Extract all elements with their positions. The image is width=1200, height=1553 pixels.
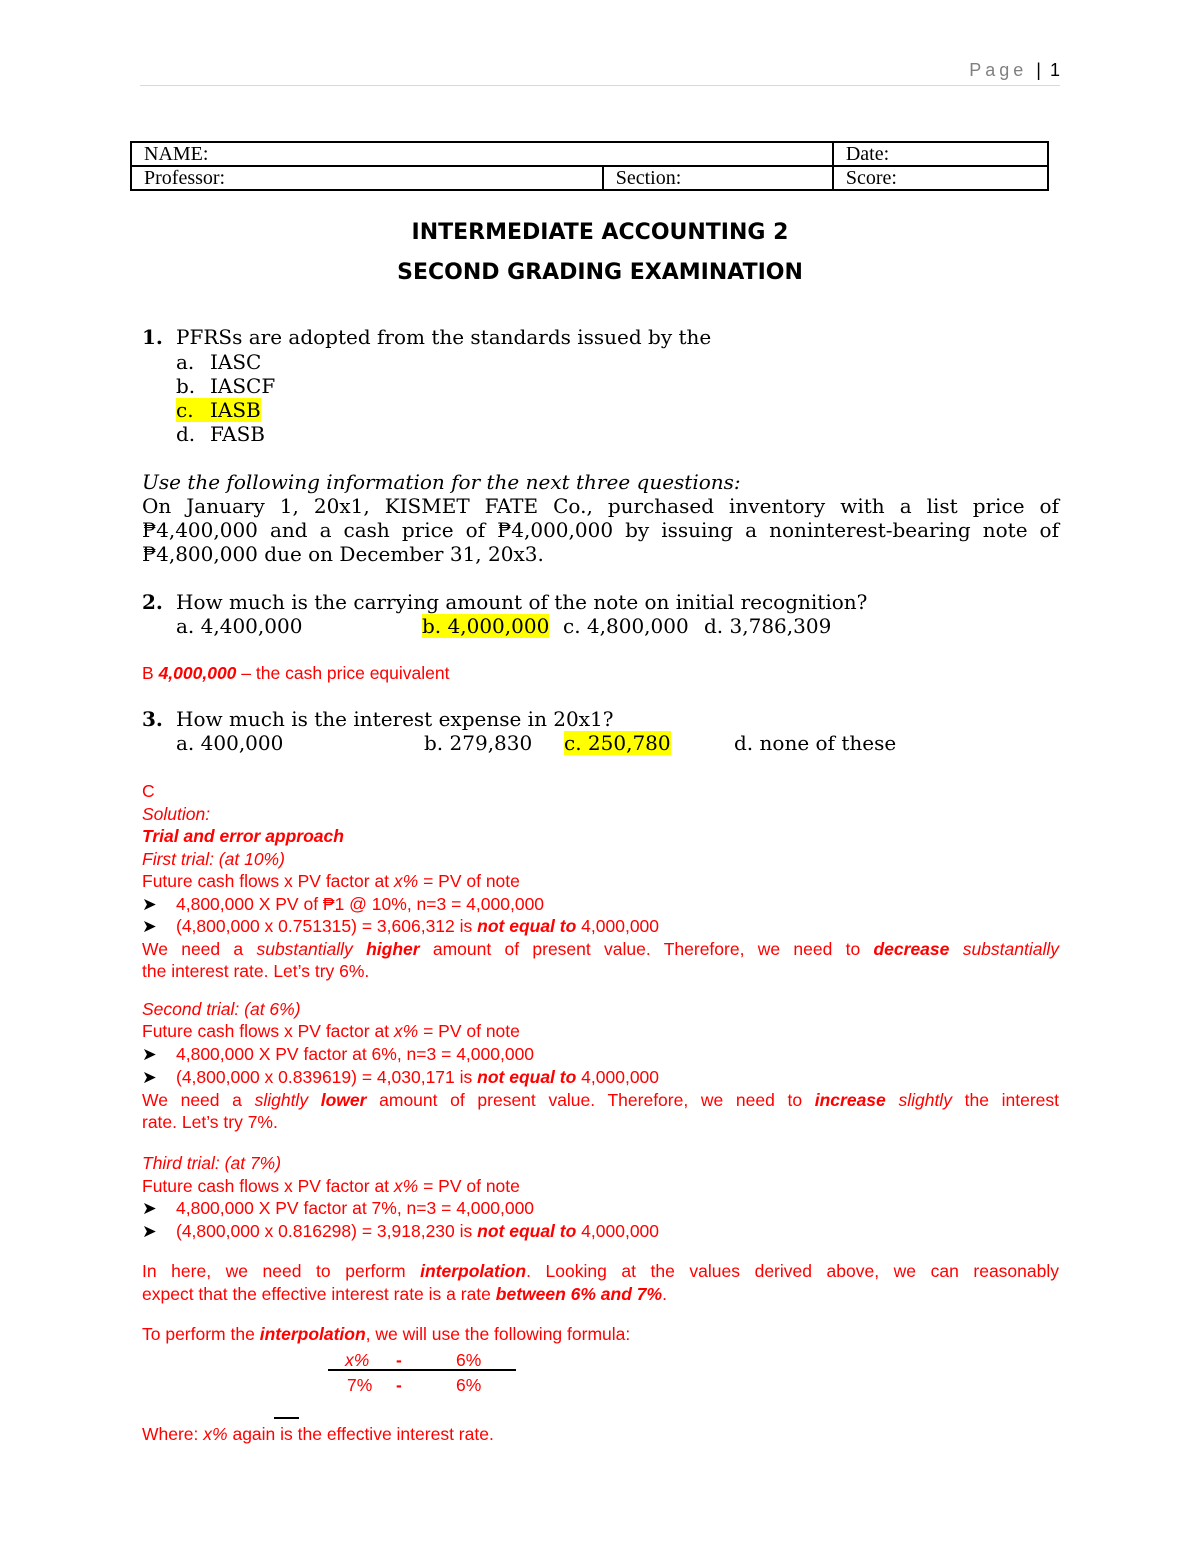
name-cell	[131, 142, 833, 166]
page-number	[969, 60, 1060, 81]
arrow-bullet-icon: ➤	[142, 894, 157, 914]
header-rule	[140, 85, 1060, 86]
score-label: Score:	[845, 167, 897, 189]
info-line-2: ₱4,400,000 and a cash price of ₱4,000,000 by issuing a noninterest-bearing note of	[142, 518, 1059, 542]
approach-heading: Trial and error approach	[142, 826, 344, 846]
professor-label: Professor:	[144, 167, 226, 189]
formula-numerator-x: x%	[345, 1350, 370, 1370]
page-word: Page	[969, 60, 1028, 80]
q2-number: 2.	[142, 590, 163, 614]
q1-option-a: a. IASC	[176, 350, 262, 374]
q2-option-a: a. 4,400,000	[176, 614, 303, 638]
interpolation-line-1: In here, we need to perform interpolation. Looking at the values derived above, we can reasonably	[142, 1261, 1059, 1281]
exam-subject-title: INTERMEDIATE ACCOUNTING 2	[411, 220, 789, 245]
page-separator: |	[1036, 60, 1041, 80]
q3-text: How much is the interest expense in 20x1?	[176, 707, 614, 731]
formula-denominator-seven: 7%	[347, 1375, 373, 1395]
arrow-bullet-icon: ➤	[142, 1067, 157, 1087]
second-trial-heading: Second trial: (at 6%)	[142, 999, 301, 1019]
formula-numerator-six: 6%	[456, 1350, 482, 1370]
q3-option-a: a. 400,000	[176, 731, 284, 755]
q3-option-c-correct: c. 250,780	[564, 731, 671, 755]
first-trial-heading: First trial: (at 10%)	[142, 849, 285, 869]
q2-text: How much is the carrying amount of the note on initial recognition?	[176, 590, 868, 614]
q1-option-c-correct: c. IASB	[176, 398, 261, 422]
q1-number: 1.	[142, 325, 163, 349]
third-trial-heading: Third trial: (at 7%)	[142, 1153, 282, 1173]
page-number-value: 1	[1049, 60, 1060, 80]
arrow-bullet-icon: ➤	[142, 1044, 157, 1064]
formula-intro: To perform the interpolation, we will use the following formula:	[142, 1324, 631, 1344]
second-trial-bullet-1: ➤ 4,800,000 X PV factor at 6%, n=3 = 4,000,000	[142, 1044, 535, 1064]
first-trial-bullet-1: ➤ 4,800,000 X PV of ₱1 @ 10%, n=3 = 4,000,000	[142, 894, 545, 914]
third-trial-bullet-1: ➤ 4,800,000 X PV factor at 7%, n=3 = 4,000,000	[142, 1198, 535, 1218]
third-trial-formula: Future cash flows x PV factor at x% = PV of note	[142, 1176, 520, 1196]
date-label: Date:	[845, 143, 890, 165]
second-trial-conclusion-2: rate. Let’s try 7%.	[142, 1112, 278, 1132]
first-trial-formula: Future cash flows x PV factor at x% = PV of note	[142, 871, 520, 891]
student-info-table	[130, 141, 1049, 191]
interpolation-line-2: expect that the effective interest rate is a rate between 6% and 7%.	[142, 1284, 667, 1304]
score-cell	[833, 166, 1048, 190]
q3-option-b: b. 279,830	[424, 731, 533, 755]
formula-denominator-six: 6%	[456, 1375, 482, 1395]
q1-text: PFRSs are adopted from the standards issued by the	[176, 325, 712, 349]
name-label: NAME:	[144, 143, 209, 165]
info-line-3: ₱4,800,000 due on December 31, 20x3.	[142, 542, 544, 566]
exam-grading-title: SECOND GRADING EXAMINATION	[397, 260, 803, 285]
professor-cell	[131, 166, 603, 190]
solution-label: Solution:	[142, 804, 211, 824]
q2-option-b-correct: b. 4,000,000	[422, 614, 550, 638]
q1-option-b: b. IASCF	[176, 374, 276, 398]
q3-option-d: d. none of these	[734, 731, 897, 755]
first-trial-conclusion-1: We need a substantially higher amount of present value. Therefore, we need to decrease substantially	[142, 939, 1059, 959]
formula-denominator-minus: -	[396, 1375, 402, 1395]
second-trial-bullet-2: ➤ (4,800,000 x 0.839619) = 4,030,171 is not equal to 4,000,000	[142, 1067, 660, 1087]
q2-answer-explanation: B 4,000,000 – the cash price equivalent	[142, 663, 450, 683]
q2-option-d: d. 3,786,309	[704, 614, 832, 638]
date-cell	[833, 142, 1048, 166]
q3-answer-letter: C	[142, 781, 155, 801]
q3-number: 3.	[142, 707, 163, 731]
q2-option-c: c. 4,800,000	[563, 614, 689, 638]
q1-option-d: d. FASB	[176, 422, 265, 446]
arrow-bullet-icon: ➤	[142, 1221, 157, 1241]
first-trial-bullet-2: ➤ (4,800,000 x 0.751315) = 3,606,312 is not equal to 4,000,000	[142, 916, 660, 936]
info-intro: Use the following information for the next three questions:	[142, 470, 741, 494]
formula-fraction-bar	[328, 1369, 516, 1371]
info-line-1: On January 1, 20x1, KISMET FATE Co., purchased inventory with a list price of	[142, 494, 1059, 518]
formula-numerator-minus: -	[396, 1350, 402, 1370]
section-label: Section:	[615, 167, 682, 189]
section-cell	[603, 166, 833, 190]
second-trial-formula: Future cash flows x PV factor at x% = PV of note	[142, 1021, 520, 1041]
where-line: Where: x% again is the effective interest rate.	[142, 1424, 494, 1444]
formula-underline-mark	[274, 1417, 299, 1419]
arrow-bullet-icon: ➤	[142, 916, 157, 936]
arrow-bullet-icon: ➤	[142, 1198, 157, 1218]
second-trial-conclusion-1: We need a slightly lower amount of present value. Therefore, we need to increase slightly the interest	[142, 1090, 1059, 1110]
first-trial-conclusion-2: the interest rate. Let’s try 6%.	[142, 961, 370, 981]
third-trial-bullet-2: ➤ (4,800,000 x 0.816298) = 3,918,230 is not equal to 4,000,000	[142, 1221, 660, 1241]
